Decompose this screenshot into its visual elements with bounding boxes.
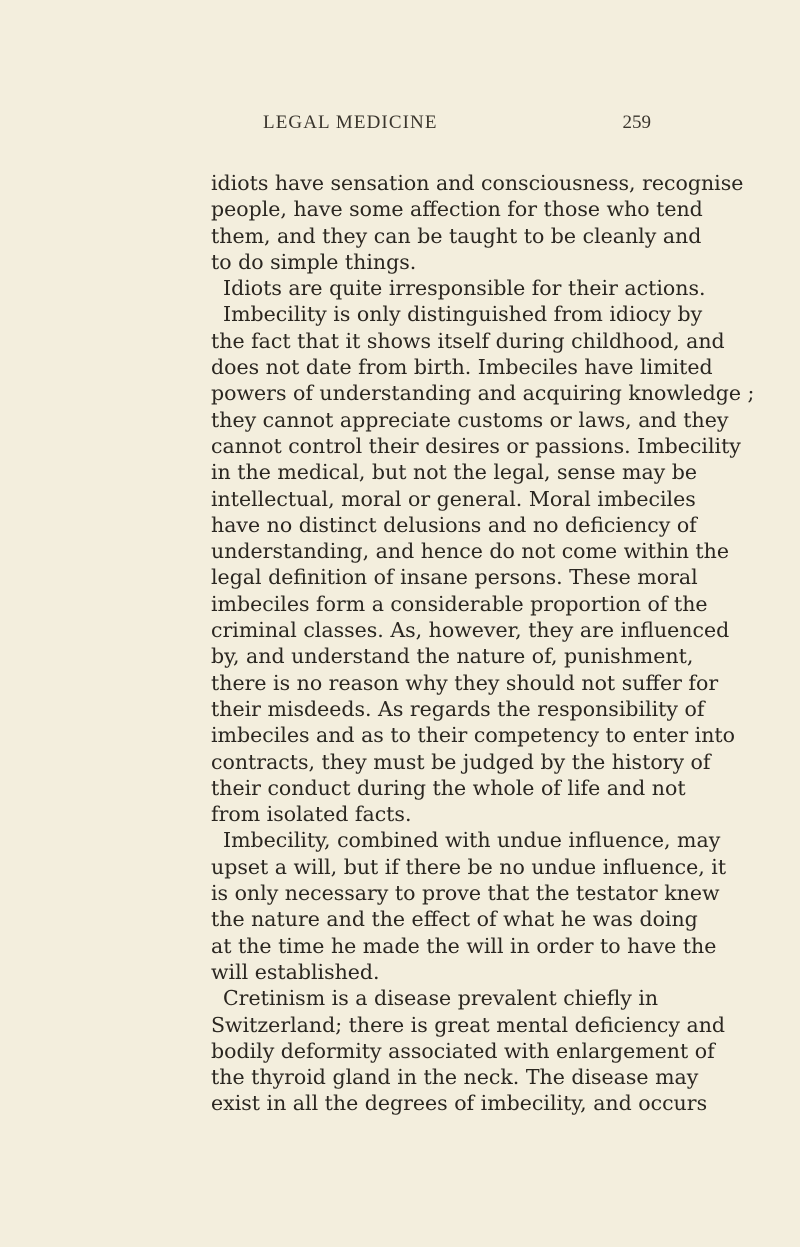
text-line: the fact that it shows itself during childhood, and: [211, 328, 725, 353]
text-line: they cannot appreciate customs or laws, and they: [211, 407, 729, 432]
text-line: their conduct during the whole of life and not: [211, 775, 686, 800]
text-line: from isolated facts.: [211, 802, 412, 827]
text-line: imbeciles form a considerable proportion of the: [211, 591, 708, 616]
text-line: Switzerland; there is great mental deficiency and: [211, 1012, 726, 1037]
paragraph-first-line: Idiots are quite irresponsible for their actions.: [223, 276, 706, 301]
text-line: understanding, and hence do not come within the: [211, 539, 729, 564]
paragraph-first-line: Imbecility is only distinguished from idiocy by: [223, 302, 703, 327]
text-line: powers of understanding and acquiring knowledge ;: [211, 381, 755, 406]
text-line: the thyroid gland in the neck. The disease may: [211, 1065, 699, 1090]
text-line: them, and they can be taught to be cleanly and: [211, 223, 702, 248]
text-line: people, have some affection for those who tend: [211, 197, 703, 222]
text-line: there is no reason why they should not suffer for: [211, 670, 719, 695]
text-line: the nature and the effect of what he was doing: [211, 907, 698, 932]
text-line: is only necessary to prove that the testator knew: [211, 881, 720, 906]
text-line: bodily deformity associated with enlargement of: [211, 1038, 715, 1063]
page-header: [211, 104, 651, 144]
text-line: at the time he made the will in order to have the: [211, 933, 717, 958]
body-text: [211, 170, 755, 1117]
text-line: does not date from birth. Imbeciles have limited: [211, 355, 713, 380]
page-number: 259: [622, 112, 651, 133]
text-line: to do simple things.: [211, 249, 417, 274]
text-line: contracts, they must be judged by the history of: [211, 749, 711, 774]
text-line: upset a will, but if there be no undue influence, it: [211, 854, 727, 879]
text-line: their misdeeds. As regards the responsibility of: [211, 696, 705, 721]
text-line: have no distinct delusions and no deficiency of: [211, 512, 697, 537]
text-line: cannot control their desires or passions. Imbecility: [211, 433, 741, 458]
paragraph-first-line: Cretinism is a disease prevalent chiefly in: [223, 986, 659, 1011]
text-line: exist in all the degrees of imbecility, and occurs: [211, 1091, 708, 1116]
text-line: by, and understand the nature of, punishment,: [211, 644, 694, 669]
text-line: criminal classes. As, however, they are influenced: [211, 618, 730, 643]
text-line: idiots have sensation and consciousness, recognise: [211, 171, 744, 195]
paragraph-first-line: Imbecility, combined with undue influence, may: [223, 828, 721, 853]
text-line: legal definition of insane persons. These moral: [211, 565, 698, 590]
text-line: intellectual, moral or general. Moral imbeciles: [211, 486, 696, 511]
text-line: imbeciles and as to their competency to enter into: [211, 723, 736, 748]
text-line: will established.: [211, 959, 380, 984]
running-head: LEGAL MEDICINE: [263, 112, 438, 133]
text-line: in the medical, but not the legal, sense may be: [211, 460, 698, 485]
